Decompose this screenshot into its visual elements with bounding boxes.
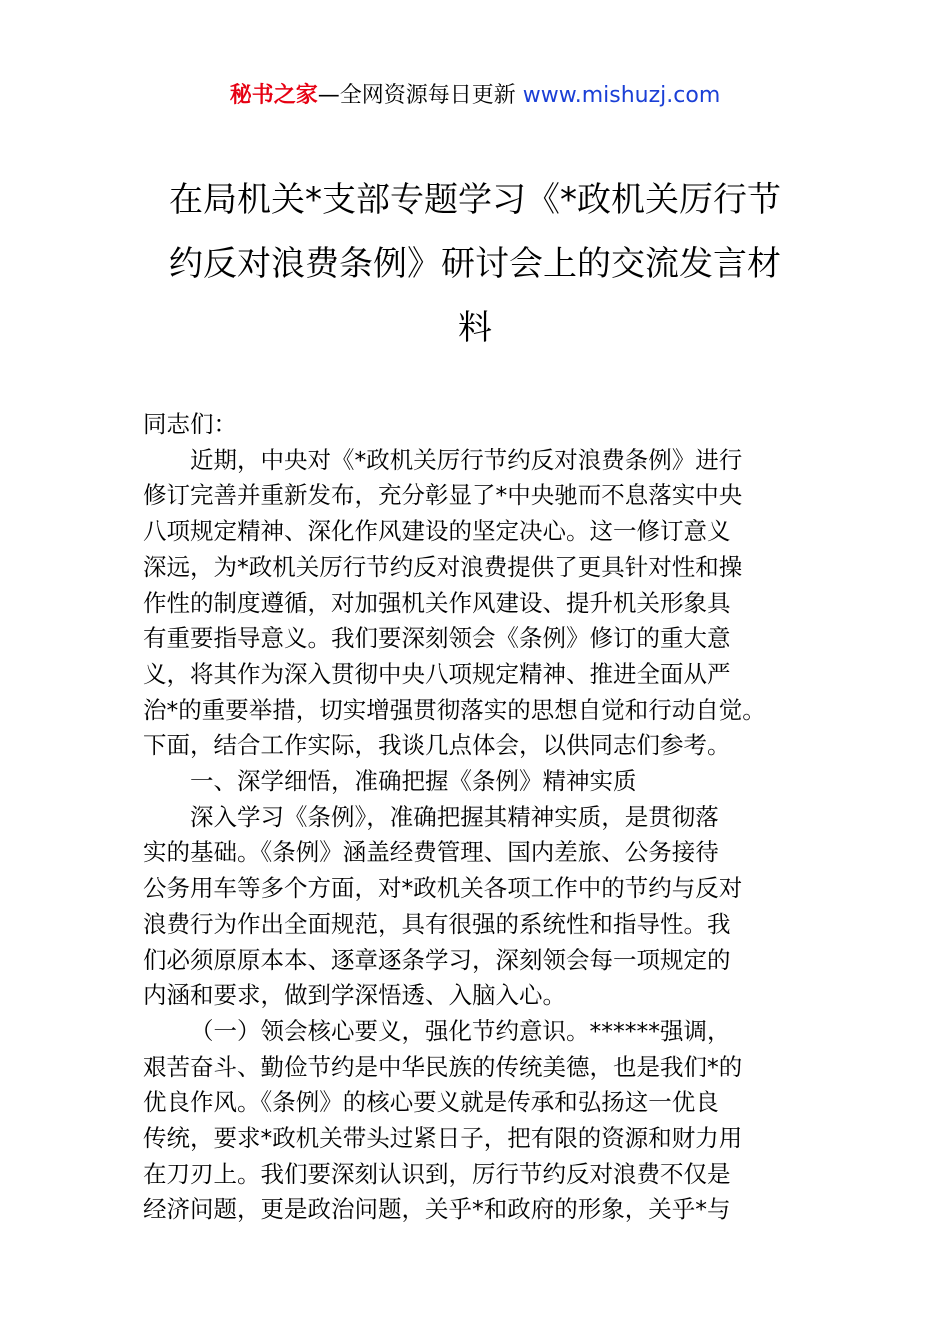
paragraph-line: 近期，中央对《*政机关厉行节约反对浪费条例》进行 <box>190 445 743 474</box>
site-header <box>0 82 950 110</box>
paragraph-line: 经济问题，更是政治问题，关乎*和政府的形象，关乎*与 <box>143 1195 731 1224</box>
paragraph-line: 实的基础。《条例》涵盖经费管理、国内差旅、公务接待 <box>143 838 719 867</box>
title-line: 料 <box>458 308 492 348</box>
salutation: 同志们： <box>143 410 237 438</box>
paragraph-line: 浪费行为作出全面规范，具有很强的系统性和指导性。我 <box>143 909 731 938</box>
title-line: 在局机关*支部专题学习《*政机关厉行节 <box>169 180 781 220</box>
paragraph-line: 深入学习《条例》，准确把握其精神实质，是贯彻落 <box>190 802 719 831</box>
paragraph-line: 公务用车等多个方面，对*政机关各项工作中的节约与反对 <box>143 874 743 903</box>
paragraph-line: 下面，结合工作实际，我谈几点体会，以供同志们参考。 <box>143 731 731 760</box>
paragraph-line: 艰苦奋斗、勤俭节约是中华民族的传统美德，也是我们*的 <box>143 1052 743 1081</box>
paragraph-line: 修订完善并重新发布，充分彰显了*中央驰而不息落实中央 <box>143 481 743 510</box>
paragraph-line: 作性的制度遵循，对加强机关作风建设、提升机关形象具 <box>143 588 731 617</box>
paragraph-line: 内涵和要求，做到学深悟透、入脑入心。 <box>143 981 566 1010</box>
paragraph-line: 传统，要求*政机关带头过紧日子，把有限的资源和财力用 <box>143 1124 743 1153</box>
paragraph-line: 们必须原原本本、逐章逐条学习，深刻领会每一项规定的 <box>143 945 731 974</box>
title-line: 约反对浪费条例》研讨会上的交流发言材 <box>169 244 781 284</box>
paragraph-line: 优良作风。《条例》的核心要义就是传承和弘扬这一优良 <box>143 1088 719 1117</box>
site-url-link[interactable]: www.mishuzj.com <box>522 83 721 108</box>
paragraph-line: （一）领会核心要义，强化节约意识。******强调， <box>190 1016 731 1045</box>
paragraph-line: 八项规定精神、深化作风建设的坚定决心。这一修订意义 <box>143 517 731 546</box>
paragraph-line: 治*的重要举措，切实增强贯彻落实的思想自觉和行动自觉。 <box>143 695 766 724</box>
document-title <box>140 168 810 360</box>
paragraph-line: 在刀刃上。我们要深刻认识到，厉行节约反对浪费不仅是 <box>143 1159 731 1188</box>
site-tagline: —全网资源每日更新 <box>317 83 523 108</box>
paragraph-line: 深远，为*政机关厉行节约反对浪费提供了更具针对性和操 <box>143 552 743 581</box>
section-heading: 一、深学细悟，准确把握《条例》精神实质 <box>190 767 637 796</box>
document-body <box>143 407 833 1228</box>
paragraph-line: 有重要指导意义。我们要深刻领会《条例》修订的重大意 <box>143 624 731 653</box>
site-brand: 秘书之家 <box>229 83 318 108</box>
paragraph-line: 义，将其作为深入贯彻中央八项规定精神、推进全面从严 <box>143 659 731 688</box>
